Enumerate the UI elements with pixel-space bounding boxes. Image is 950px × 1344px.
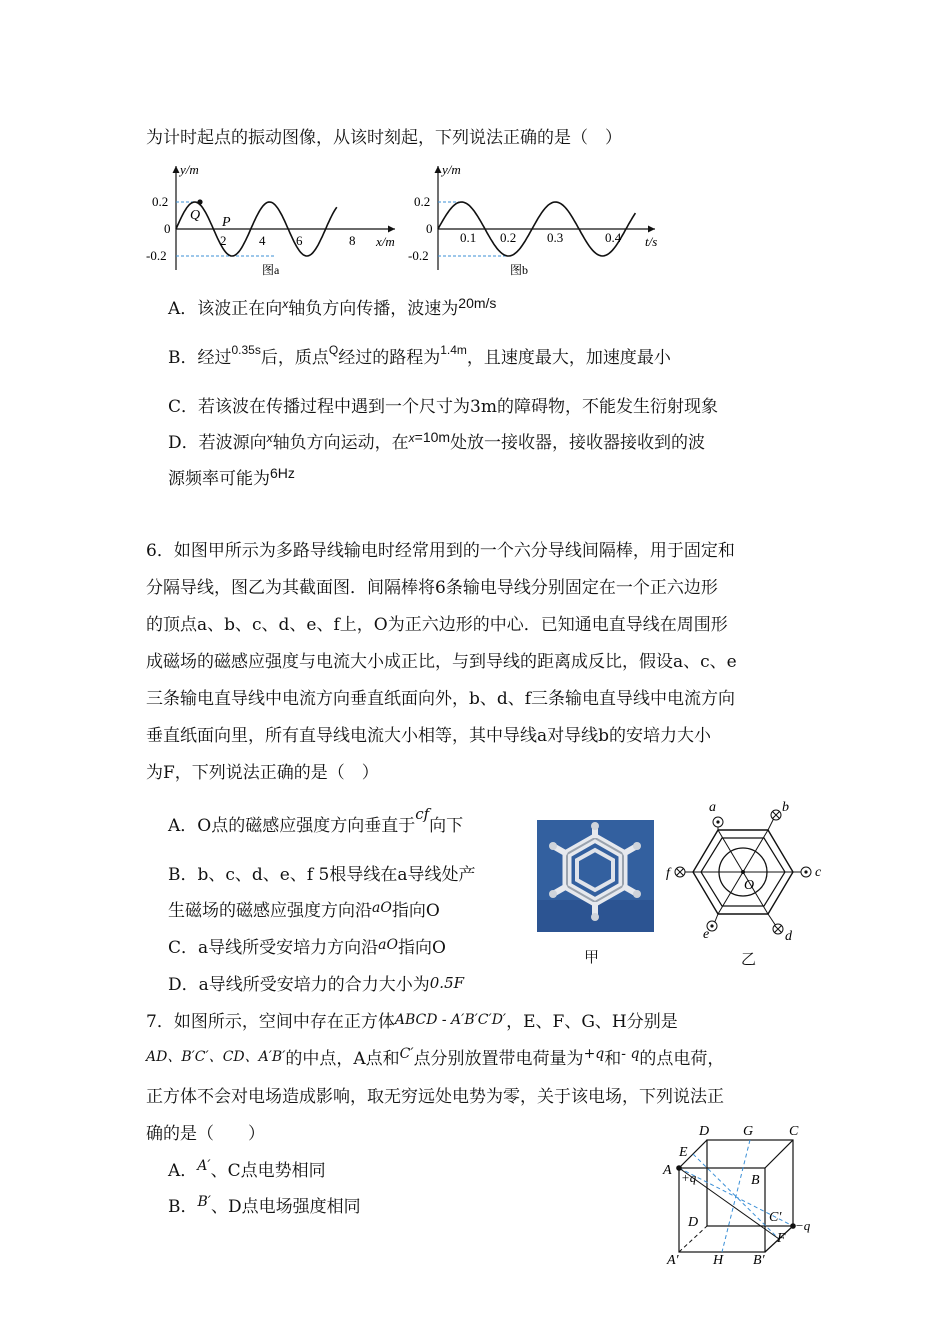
graph-a-y-label: y/m [180,162,199,177]
cube-label-h: H [713,1253,724,1268]
graph-b-x-label: t/s [645,234,658,249]
cube-label-plus-q: +q [681,1170,697,1185]
cube-figure [655,1122,815,1268]
point-q-label: Q [190,208,201,223]
hexagon-cross-section [665,798,835,946]
cube-label-minus-q: −q [795,1218,811,1233]
q6-line-4: 成磁场的磁感应强度与电流大小成正比，与到导线的距离成反比，假设a、c、e [146,652,737,672]
label-a: a [709,800,716,815]
cube-label-e: E [679,1145,688,1160]
spacer-bar-photo [537,820,654,932]
graph-b-caption: 图b [510,263,529,277]
q6-option-d[interactable]: D．a导线所受安培力的合力大小为0.5F [168,974,465,995]
q5-option-d-cont: 源频率可能为$^{6Hz}$ [168,465,295,489]
graph-a-ytick-1: 0 [164,221,171,236]
q5-option-b[interactable]: B．经过$^{0.35s}$后，质点$^Q$经过的路程为$^{1.4m}$，且速度最大，加速度最小 [168,343,671,368]
q5-option-d[interactable]: D．若波源向$^x$轴负方向运动，在$^{x=10m}$处放一接收器，接收器接收到的波 [168,429,706,453]
label-o: O [744,878,755,893]
cube-label-a: A [663,1163,672,1178]
q6-option-b[interactable]: B．b、c、d、e、f 5根导线在a导线处产 [168,865,476,885]
graph-a-xtick-0: 2 [220,233,227,248]
wave-graph-a [140,160,410,285]
label-f: f [666,866,670,881]
q5-option-c[interactable]: C．若该波在传播过程中遇到一个尺寸为3m的障碍物，不能发生衍射现象 [168,397,718,417]
q7-line-3: 正方体不会对电场造成影响，取无穷远处电势为零，关于该电场，下列说法正 [146,1087,724,1107]
point-p-label: P [222,215,231,230]
q6-line-7: 为F，下列说法正确的是（ ） [146,763,379,783]
label-e: e [703,927,710,942]
cube-label-d-bottom: D [688,1215,699,1230]
graph-b-xtick-0: 0.1 [460,230,477,245]
cube-label-f: F [777,1231,786,1246]
graph-b-xtick-2: 0.3 [547,230,564,245]
q6-line-5: 三条输电直导线中电流方向垂直纸面向外，b、d、f三条输电直导线中电流方向 [146,689,736,709]
graph-a-ytick-2: -0.2 [146,248,167,263]
q7-line-4: 确的是（ ） [146,1124,265,1144]
wave-graph-b [400,160,670,285]
graph-a-xtick-1: 4 [259,233,266,248]
graph-a-ytick-0: 0.2 [152,194,169,209]
graph-a-xtick-3: 8 [349,233,356,248]
graph-b-xtick-3: 0.4 [605,230,622,245]
graph-b-ytick-0: 0.2 [414,194,431,209]
q7-line-2: AD、B′C′、CD、A′B′的中点，A点和$^{C'}$点分别放置带电荷量为$^{+q}$和$^{- q}$的点电荷， [146,1046,725,1069]
graph-b-ytick-2: -0.2 [408,248,429,263]
wire-a-out-icon [713,817,723,827]
wire-d-in-icon [773,924,783,934]
label-b: b [782,800,789,815]
question-intro-line: 为计时起点的振动图像，从该时刻起，下列说法正确的是（ ） [146,128,622,148]
q5-option-a[interactable]: A．该波正在向$^x$轴负方向传播，波速为$^{20m/s}$ [168,295,497,319]
q7-line-1: 7．如图所示，空间中存在正方体ABCD - A′B′C′D′，E、F、G、H分别是 [146,1012,678,1032]
q6-line-3: 的顶点a、b、c、d、e、f上，O为正六边形的中心．已知通电直导线在周围形 [146,615,728,635]
graph-b-y-label: y/m [442,162,461,177]
graph-b-xtick-1: 0.2 [500,230,517,245]
q7-option-b[interactable]: B．$^{B'}$、D点电场强度相同 [168,1194,361,1217]
cube-label-a-prime: A′ [667,1253,679,1268]
point-q-marker [197,199,202,204]
wire-c-out-icon [801,867,811,877]
q6-option-b-cont: 生磁场的磁感应强度方向沿$^{aO}$指向O [168,900,440,921]
label-d: d [785,929,792,944]
label-c: c [815,865,822,880]
wire-f-in-icon [675,867,685,877]
q6-option-c[interactable]: C．a导线所受安培力方向沿$^{aO}$指向O [168,937,446,958]
graph-a-caption: 图a [262,263,280,277]
cube-label-b-prime: B′ [753,1253,765,1268]
cube-label-c: C [789,1124,799,1139]
q7-option-a[interactable]: A．$^{A'}$、C点电势相同 [168,1158,326,1181]
fig-jia-caption: 甲 [584,948,600,966]
cube-label-d-top: D [699,1124,710,1139]
cube-label-c-prime: C′ [769,1210,782,1225]
cube-label-b: B [751,1173,760,1188]
graph-b-ytick-1: 0 [426,221,433,236]
graph-a-xtick-2: 6 [296,233,303,248]
cube-label-g: G [743,1124,754,1139]
q6-line-1: 6．如图甲所示为多路导线输电时经常用到的一个六分导线间隔棒，用于固定和 [146,541,735,561]
fig-yi-caption: 乙 [741,950,757,968]
wire-b-in-icon [771,810,781,820]
q6-line-2: 分隔导线，图乙为其截面图．间隔棒将6条输电导线分别固定在一个正六边形 [146,578,718,598]
q6-option-a[interactable]: A．O点的磁感应强度方向垂直于cf向下 [168,805,464,836]
graph-a-x-label: x/m [376,234,395,249]
q6-line-6: 垂直纸面向里，所有直导线电流大小相等，其中导线a对导线b的安培力大小 [146,726,712,746]
